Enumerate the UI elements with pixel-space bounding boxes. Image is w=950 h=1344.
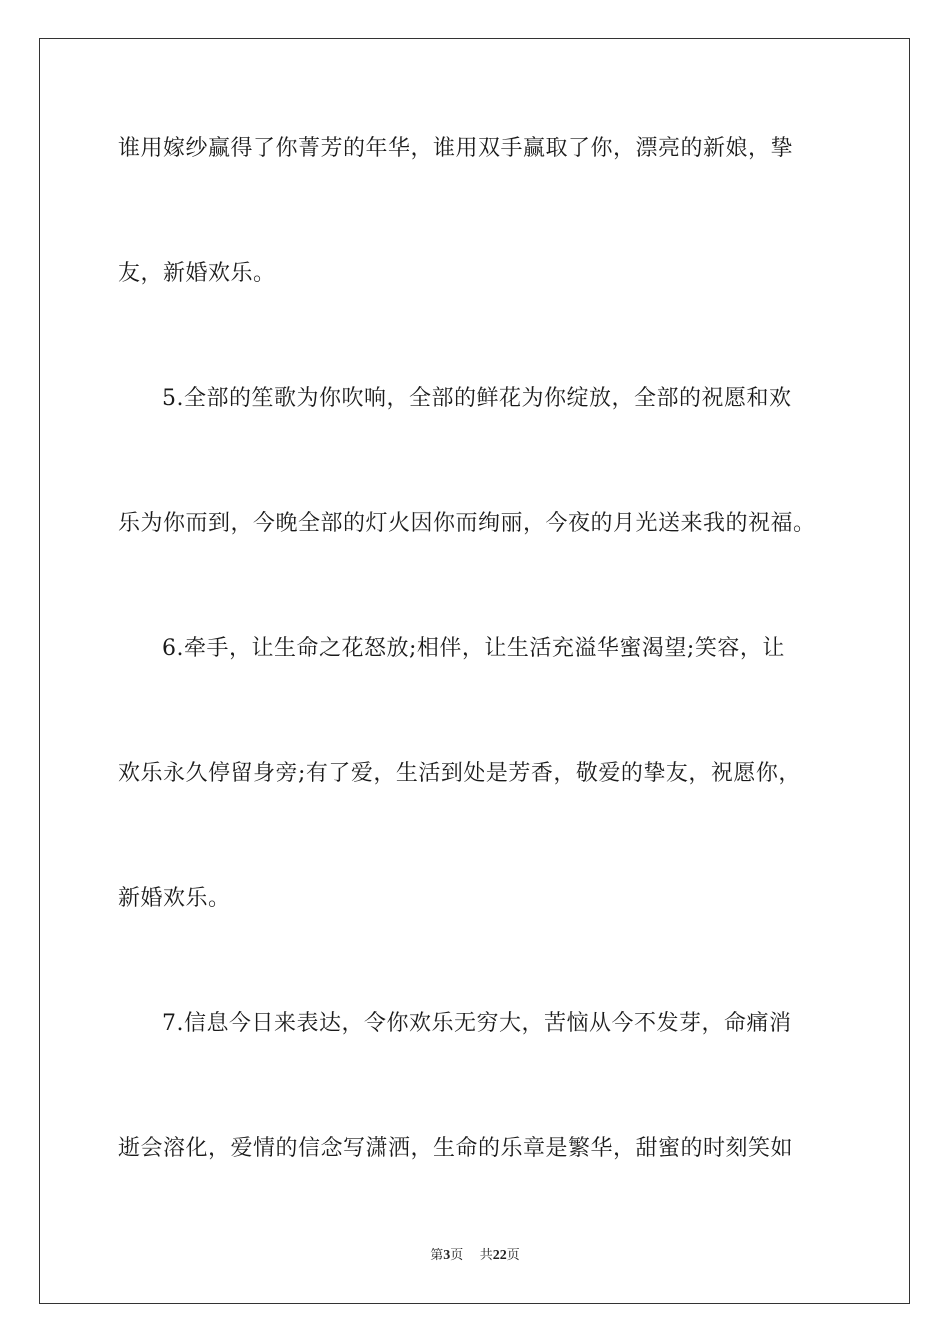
footer-page-suffix: 页 (450, 1248, 464, 1263)
text-line-1: 谁用嫁纱赢得了你菁芳的年华，谁用双手赢取了你，漂亮的新娘，挚 (118, 136, 794, 161)
text-line-2: 友，新婚欢乐。 (118, 261, 276, 286)
footer-total-pages: 22 (492, 1248, 507, 1263)
footer-page-number: 3 (443, 1248, 451, 1263)
text-line-3: 5.全部的笙歌为你吹响，全部的鲜花为你绽放，全部的祝愿和欢 (162, 386, 792, 411)
page-footer (0, 1247, 950, 1265)
text-line-9: 逝会溶化，爱情的信念写潇洒，生命的乐章是繁华，甜蜜的时刻笑如 (118, 1136, 794, 1161)
text-line-7: 新婚欢乐。 (118, 886, 231, 911)
text-line-4: 乐为你而到，今晚全部的灯火因你而绚丽，今夜的月光送来我的祝福。 (118, 511, 816, 536)
text-line-6: 欢乐永久停留身旁;有了爱，生活到处是芳香，敬爱的挚友，祝愿你， (118, 761, 801, 786)
footer-page-prefix: 第 (430, 1248, 444, 1263)
text-line-8: 7.信息今日来表达，令你欢乐无穷大，苦恼从今不发芽，命痛消 (162, 1011, 792, 1036)
footer-total-suffix: 页 (506, 1248, 520, 1263)
text-line-5: 6.牵手，让生命之花怒放;相伴，让生活充溢华蜜渴望;笑容，让 (162, 636, 785, 661)
footer-total-prefix: 共 (479, 1248, 493, 1263)
page-border (39, 38, 910, 1304)
